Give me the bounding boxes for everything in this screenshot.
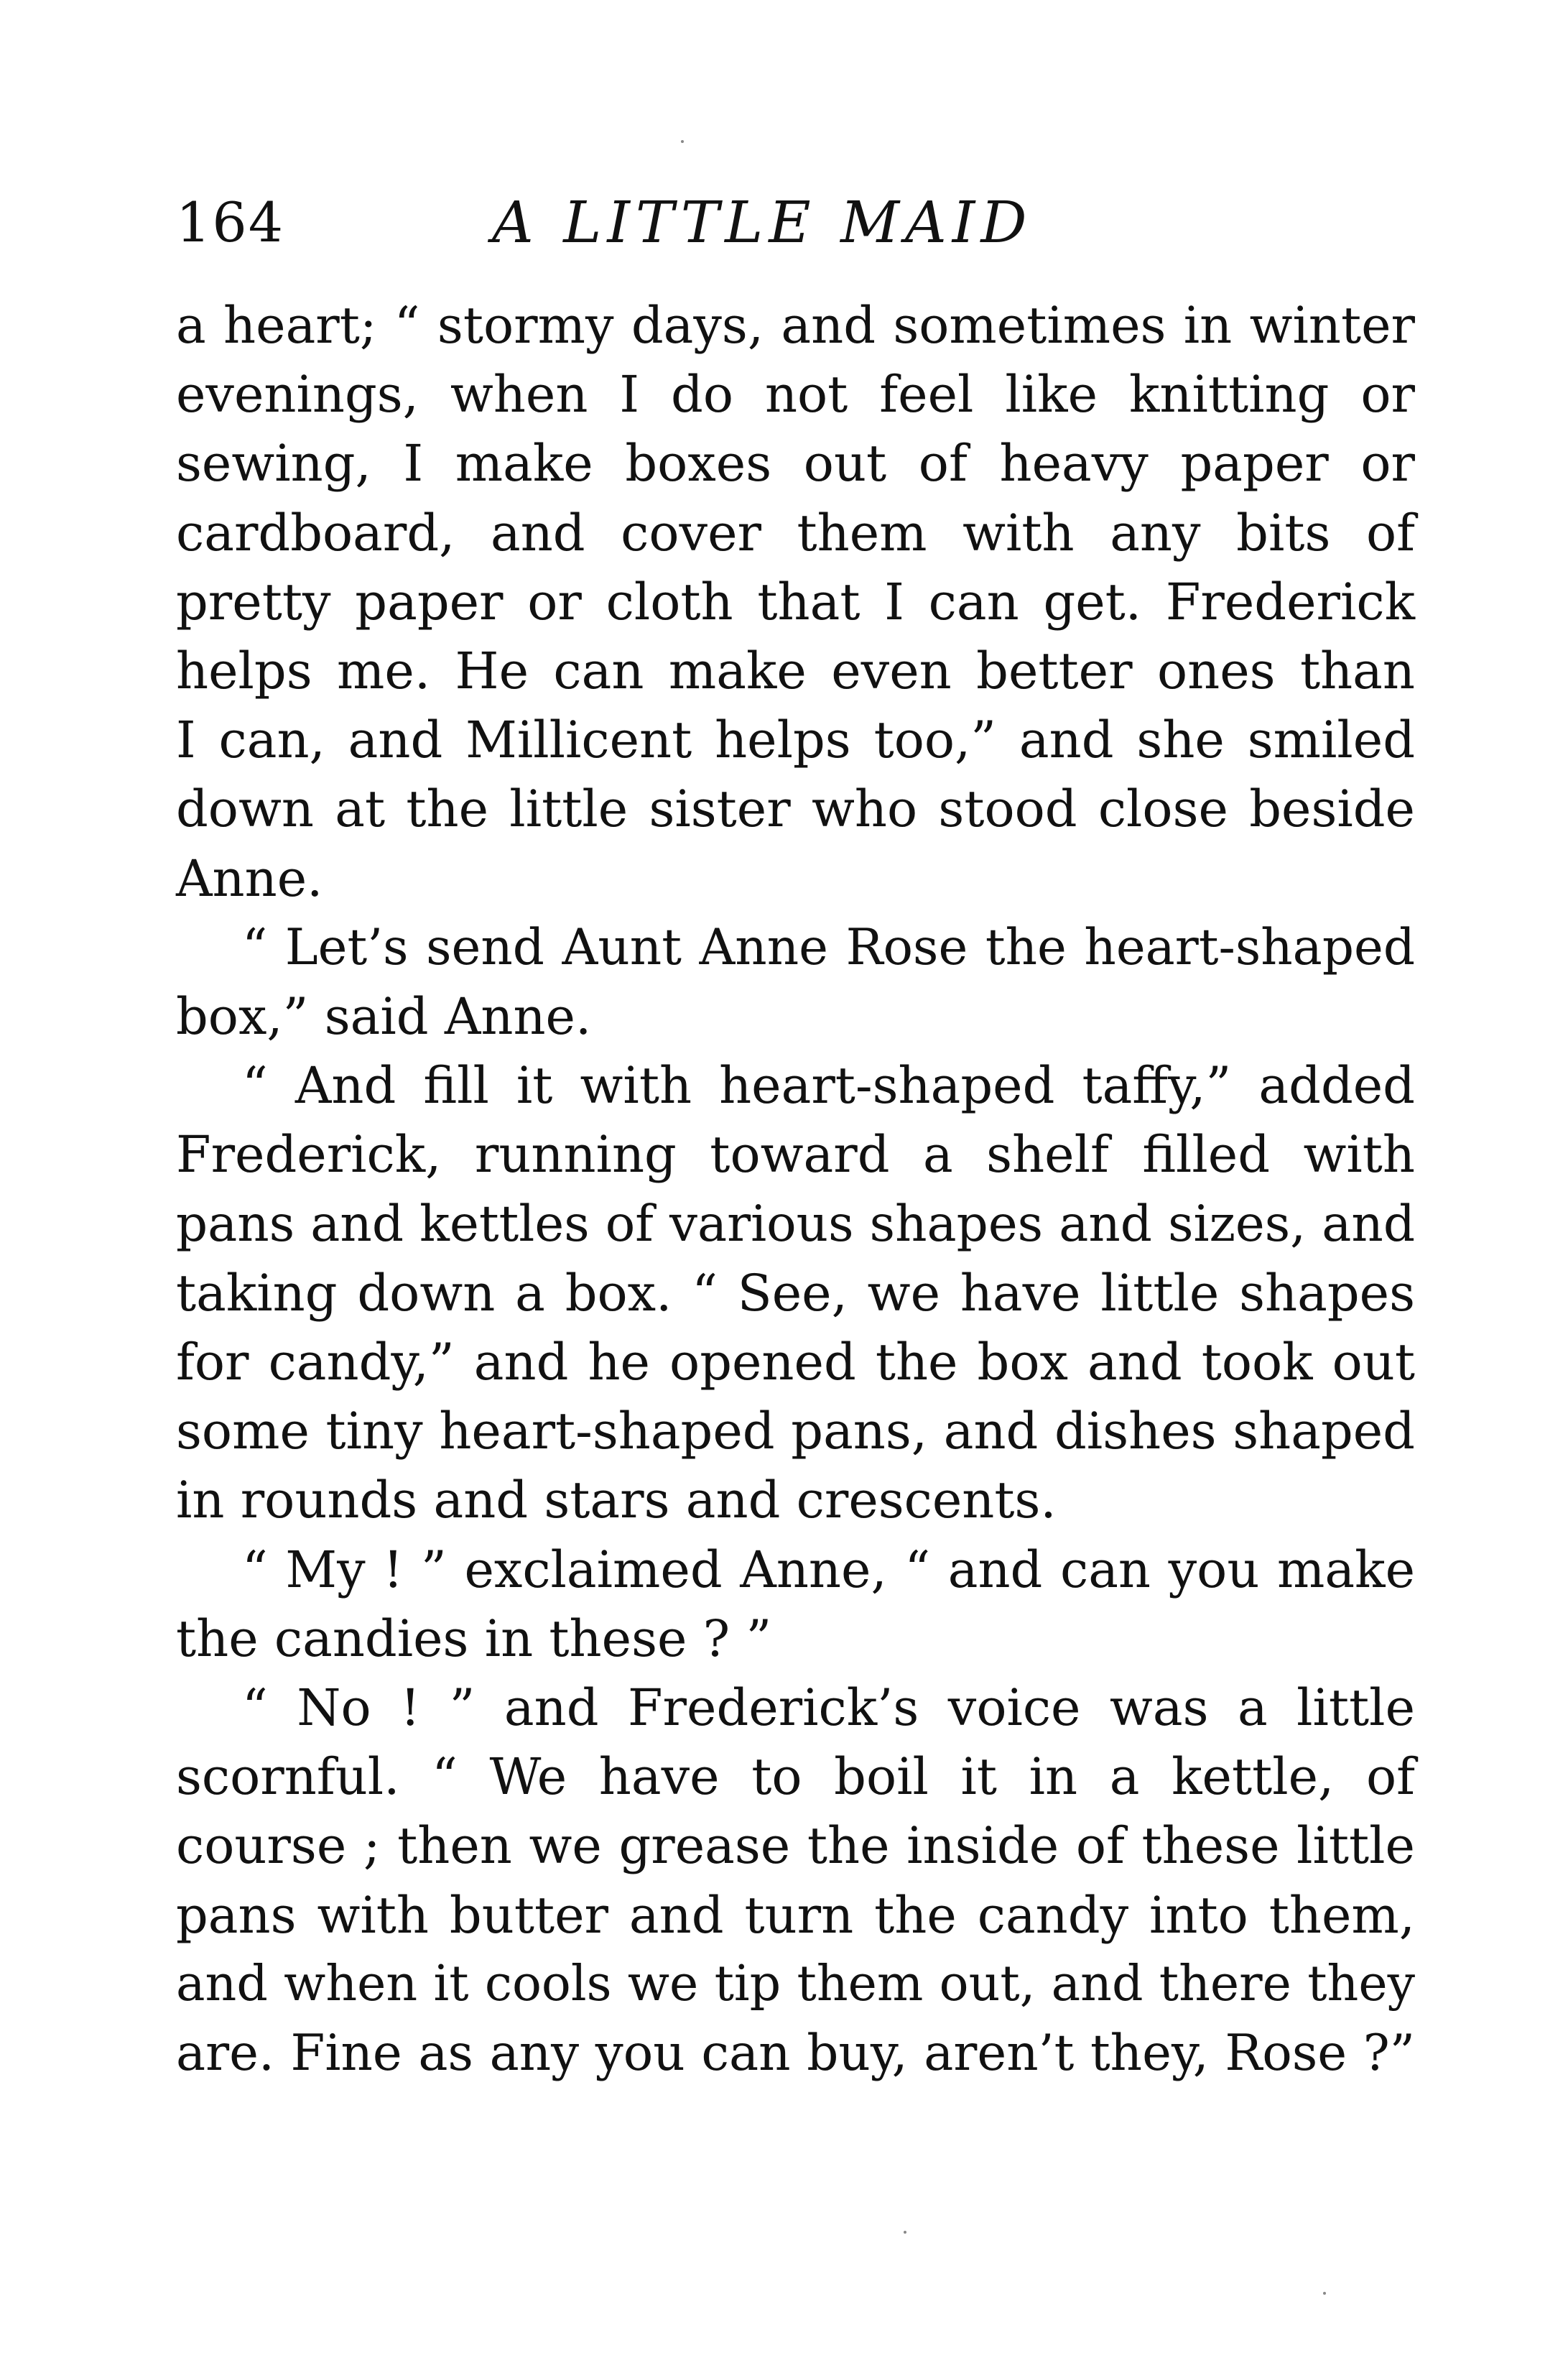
text-line: scornful. “ We have to boil it in a kettle, of	[176, 1747, 1415, 1807]
text-line: and when it cools we tip them out, and there they	[176, 1955, 1415, 2012]
text-line: are. Fine as any you can buy, aren’t they, Rose ?”	[176, 2025, 1415, 2083]
paper-speck	[1323, 2292, 1326, 2295]
text-line: pans with butter and turn the candy into them,	[176, 1885, 1415, 1945]
text-line: Frederick, running toward a shelf filled with	[176, 1125, 1415, 1185]
text-line: in rounds and stars and crescents.	[176, 1471, 1057, 1530]
page-header	[176, 183, 1419, 262]
text-line: taking down a box. “ See, we have little shapes	[176, 1263, 1415, 1323]
text-line: for candy,” and he opened the box and took out	[176, 1333, 1415, 1392]
text-line: the candies in these ? ”	[176, 1609, 772, 1668]
text-line: cardboard, and cover them with any bits of	[176, 503, 1415, 563]
text-line: down at the little sister who stood close beside	[176, 780, 1415, 839]
text-line: I can, and Millicent helps too,” and she smiled	[176, 711, 1415, 770]
text-line: pretty paper or cloth that I can get. Frederick	[176, 572, 1415, 632]
paper-speck	[904, 2231, 906, 2234]
text-line: box,” said Anne.	[176, 987, 592, 1047]
text-line: “ Let’s send Aunt Anne Rose the heart-shaped	[242, 918, 1415, 976]
text-line: “ No ! ” and Frederick’s voice was a little	[242, 1678, 1415, 1738]
text-line: helps me. He can make even better ones than	[176, 642, 1415, 701]
running-title: A LITTLE MAID	[492, 189, 1033, 256]
text-line: sewing, I make boxes out of heavy paper or	[176, 434, 1415, 494]
text-line: course ; then we grease the inside of these little	[176, 1816, 1415, 1876]
paper-speck	[681, 140, 684, 143]
text-line: “ My ! ” exclaimed Anne, “ and can you make	[242, 1540, 1415, 1599]
text-line: pans and kettles of various shapes and sizes, and	[176, 1195, 1415, 1253]
body-text	[176, 291, 1415, 2088]
text-line: some tiny heart-shaped pans, and dishes shaped	[176, 1402, 1415, 1461]
text-line: a heart; “ stormy days, and sometimes in winter	[176, 296, 1415, 355]
text-line: evenings, when I do not feel like knitting or	[176, 365, 1415, 425]
page-number: 164	[176, 190, 285, 254]
text-line: Anne.	[176, 848, 323, 908]
text-line: “ And fill it with heart-shaped taffy,” added	[242, 1056, 1415, 1116]
